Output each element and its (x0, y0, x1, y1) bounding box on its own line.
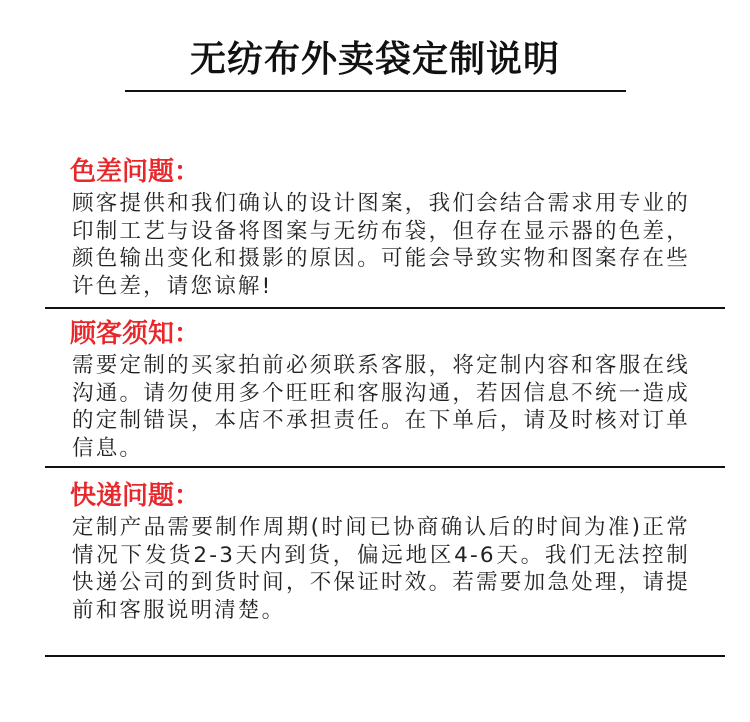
page-title: 无纺布外卖袋定制说明 (189, 39, 560, 80)
section-heading: 顾客须知： (70, 319, 201, 349)
section-heading: 色差问题： (70, 157, 201, 187)
section-divider (45, 307, 725, 309)
section-color-difference (70, 156, 690, 300)
title-divider (125, 90, 626, 92)
section-shipping (70, 480, 690, 624)
section-body: 需要定制的买家拍前必须联系客服，将定制内容和客服在线沟通。请勿使用多个旺旺和客服沟通，若因信息不统一造成的定制错误，本店不承担责任。在下单后，请及时核对订单信息。 (72, 353, 690, 461)
section-body: 顾客提供和我们确认的设计图案，我们会结合需求用专业的印制工艺与设备将图案与无纺布袋，但存在显示器的色差，颜色输出变化和摄影的原因。可能会导致实物和图案存在些许色差，请您谅解! (72, 191, 690, 299)
bottom-divider (45, 655, 725, 657)
section-divider (45, 466, 725, 468)
section-customer-notice (70, 318, 690, 462)
section-heading: 快递问题： (70, 481, 201, 511)
section-body: 定制产品需要制作周期(时间已协商确认后的时间为准)正常情况下发货2-3天内到货，偏远地区4-6天。我们无法控制快递公司的到货时间，不保证时效。若需要加急处理，请提前和客服说明清楚。 (72, 515, 690, 623)
